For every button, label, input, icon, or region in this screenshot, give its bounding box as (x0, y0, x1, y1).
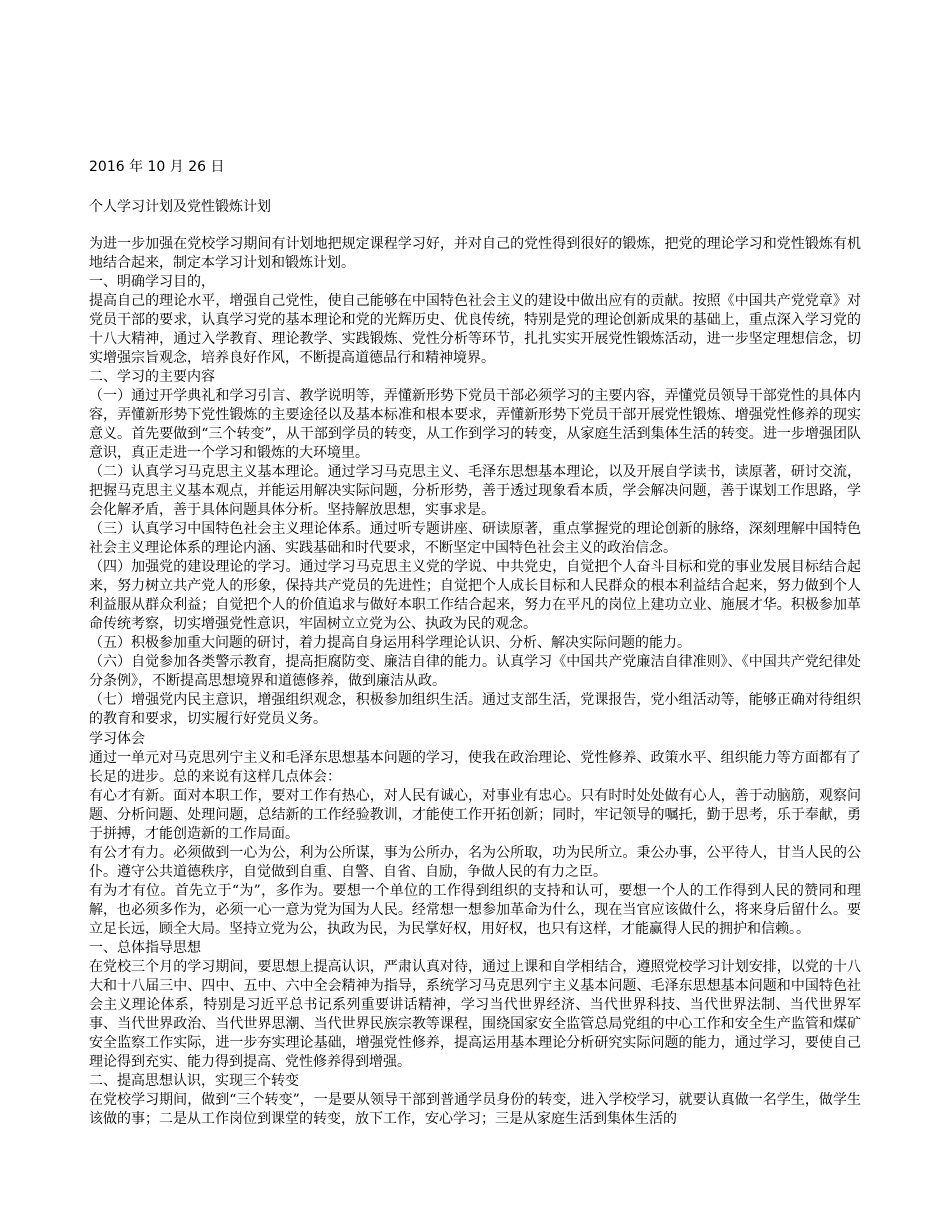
paragraph: 有心才有新。面对本职工作，要对工作有热心，对人民有诚心，对事业有忠心。只有时时处处做有心人，善于动脑筋，观察问题、分析问题、处理问题，总结新的工作经验教训，才能使工作开拓创新；同时，牢记领导的嘱托，勤于思考，乐于奉献，勇于拼搏，才能创造新的工作局面。 (89, 788, 861, 842)
paragraph: （三）认真学习中国特色社会主义理论体系。通过听专题讲座、研读原著，重点掌握党的理论创新的脉络，深刻理解中国特色社会主义理论体系的理论内涵、实践基础和时代要求，不断坚定中国特色社会主义的政治信念。 (89, 521, 861, 556)
section-heading: 二、学习的主要内容 (89, 369, 215, 385)
paragraph: （四）加强党的建设理论的学习。通过学习马克思主义党的学说、中共党史，自觉把个人奋斗目标和党的事业发展目标结合起来，努力树立共产党人的形象，保持共产党员的先进性；自觉把个人成长目标和人民群众的根本利益结合起来，努力做到个人利益服从群众利益；自觉把个人的价值追求与做好本职工作结合起来，努力在平凡的岗位上建功立业、施展才华。积极参加革命传统考察，切实增强党性意识，牢固树立立党为公、执政为民的观念。 (89, 559, 861, 632)
paragraph: （六）自觉参加各类警示教育，提高拒腐防变、廉洁自律的能力。认真学习《中国共产党廉洁自律准则》、《中国共产党纪律处分条例》，不断提高思想境界和道德修养，做到廉洁从政。 (89, 654, 861, 689)
study-plan-section (89, 235, 861, 729)
paragraph: 通过一单元对马克思列宁主义和毛泽东思想基本问题的学习，使我在政治理论、党性修养、政策水平、组织能力等方面都有了长足的进步。总的来说有这样几点体会： (89, 750, 861, 785)
paragraph: 在党校三个月的学习期间，要思想上提高认识，严肃认真对待，通过上课和自学相结合，遵照党校学习计划安排，以党的十八大和十八届三中、四中、五中、六中全会精神为指导，系统学习马克思列宁主义基本问题、毛泽东思想基本问题和中国特色社会主义理论体系，特别是习近平总书记系列重要讲话精神，学习当代世界经济、当代世界科技、当代世界法制、当代世界军事、当代世界政治、当代世界思潮、当代世界民族宗教等课程，围绕国家安全监管总局党组的中心工作和安全生产监管和煤矿安全监察工作实际，进一步夯实理论基础，增强党性修养，提高运用基本理论分析研究实际问题的能力，通过学习，要使自己理论得到充实、能力得到提高、党性修养得到增强。 (89, 959, 861, 1070)
section-heading: 二、提高思想认识，实现三个转变 (89, 1073, 299, 1089)
document-title: 个人学习计划及党性锻炼计划 (89, 199, 271, 215)
paragraph: 为进一步加强在党校学习期间有计划地把规定课程学习好，并对自己的党性得到很好的锻炼，把党的理论学习和党性锻炼有机地结合起来，制定本学习计划和锻炼计划。 (89, 236, 861, 271)
paragraph: （五）积极参加重大问题的研讨，着力提高自身运用科学理论认识、分析、解决实际问题的能力。 (89, 635, 691, 651)
document-date: 2016 年 10 月 26 日 (89, 159, 225, 175)
paragraph: 有为才有位。首先立于“为”，多作为。要想一个单位的工作得到组织的支持和认可，要想一个人的工作得到人民的赞同和理解，也必须多作为，必须一心一意为党为国为人民。经常想一想参加革命为什么，现在当官应该做什么，将来身后留什么。要立足长远，顾全大局。坚持立党为公，执政为民，为民掌好权，用好权，也只有这样，才能赢得人民的拥护和信赖。。 (89, 883, 861, 937)
study-experience-section (89, 730, 861, 1129)
section-heading: 学习体会 (89, 731, 145, 747)
paragraph: （二）认真学习马克思主义基本理论。通过学习马克思主义、毛泽东思想基本理论，以及开展自学读书，读原著，研讨交流，把握马克思主义基本观点，并能运用解决实际问题，分析形势，善于透过现象看本质，学会解决问题，善于谋划工作思路，学会化解矛盾，善于具体问题具体分析。坚持解放思想，实事求是。 (89, 464, 861, 518)
paragraph: 在党校学习期间，做到“三个转变”，一是要从领导干部到普通学员身份的转变，进入学校学习，就要认真做一名学生，做学生该做的事；二是从工作岗位到课堂的转变，放下工作，安心学习；三是从家庭生活到集体生活的 (89, 1092, 861, 1127)
paragraph: 有公才有力。必须做到一心为公，利为公所谋，事为公所办，名为公所取，功为民所立。秉公办事，公平待人，甘当人民的公仆。遵守公共道德秩序，自觉做到自重、自警、自省、自励，争做人民的有力之臣。 (89, 845, 861, 880)
paragraph: （一）通过开学典礼和学习引言、教学说明等，弄懂新形势下党员干部必须学习的主要内容，弄懂党员领导干部党性的具体内容，弄懂新形势下党性锻炼的主要途径以及基本标准和根本要求，弄懂新形势下党员干部开展党性锻炼、增强党性修养的现实意义。首先要做到“三个转变”，从干部到学员的转变，从工作到学习的转变，从家庭生活到集体生活的转变。进一步增强团队意识，真正走进一个学习和锻炼的大环境里。 (89, 388, 861, 461)
section-heading: 一、总体指导思想 (89, 940, 201, 956)
paragraph: （七）增强党内民主意识，增强组织观念，积极参加组织生活。通过支部生活，党课报告，党小组活动等，能够正确对待组织的教育和要求，切实履行好党员义务。 (89, 692, 861, 727)
paragraph: 提高自己的理论水平，增强自己党性，使自己能够在中国特色社会主义的建设中做出应有的贡献。按照《中国共产党党章》对党员干部的要求，认真学习党的基本理论和党的光辉历史、优良传统，特别是党的理论创新成果的基础上，重点深入学习党的十八大精神，通过入学教育、理论教学、实践锻炼、党性分析等环节，扎扎实实开展党性锻炼活动，进一步坚定理想信念，切实增强宗旨观念，培养良好作风，不断提高道德品行和精神境界。 (89, 293, 861, 366)
section-heading: 一、明确学习目的， (89, 274, 215, 290)
